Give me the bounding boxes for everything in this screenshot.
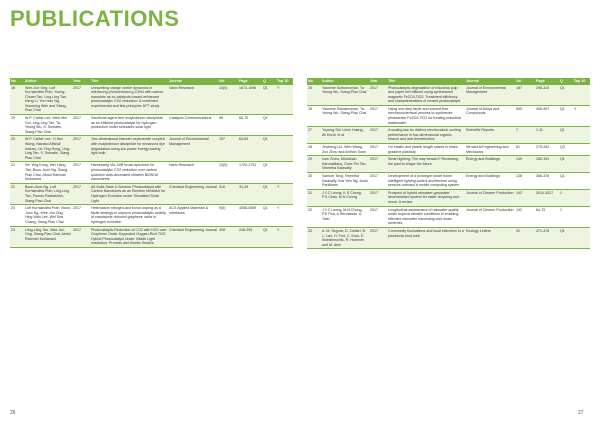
- cell-no: 33: [307, 227, 321, 248]
- cell-author: Ivan Chew, Dilukshan Karunatilaka, Chee Pin Tan, Vineetha Kalavally: [321, 156, 369, 173]
- table-row: [307, 144, 590, 156]
- cell-top10: [573, 227, 590, 248]
- page-number-left: 26: [10, 410, 16, 416]
- cell-page: 3014-3027: [535, 189, 559, 206]
- cell-vol: 9(5): [218, 205, 238, 226]
- cell-title: Longitudinal assessment of rainwater quality under tropical climatic conditions in enabling effective rainwater harvesting and reuse schemes: [387, 206, 465, 227]
- cell-vol: 149: [515, 156, 535, 173]
- cell-author: Samuel Tang, Vineetha Kalavally, Kok Yew Ng, Jussi Parkkinen: [321, 173, 369, 190]
- cell-journal: Journal of Cleaner Production: [465, 206, 515, 227]
- table-row: [307, 127, 590, 144]
- cell-page: 66-70: [238, 115, 262, 136]
- cell-vol: 308: [218, 226, 238, 247]
- cell-vol: 138: [515, 173, 535, 190]
- cell-no: 26: [307, 105, 321, 126]
- cell-journal: Nano Research: [168, 85, 218, 115]
- header-author: Author: [25, 79, 37, 83]
- cell-author: Wee-Jun Ong, Lutf Kurnianditia Putri, Yoong-Chuan Tan, Ling-Ling Tan, Neng Li, Yun Hau Ng, Xiaoming Wen and Siang-Piao Chai: [24, 85, 72, 115]
- cell-page: 1-11: [535, 127, 559, 144]
- header-author: Author: [322, 79, 334, 83]
- cell-no: 19: [10, 115, 24, 136]
- cell-journal: Scientific Reports: [465, 127, 515, 144]
- cell-top10: Y: [276, 205, 293, 226]
- cell-journal: Journal of Alloys and Compounds: [465, 105, 515, 126]
- cell-q: Q1: [559, 85, 573, 106]
- cell-author: Jincheng Liu, Wen Wang, Zuo Zhou and Anthon Soon: [321, 144, 369, 156]
- cell-title: Sacrificial-agent-free molybdenum disulphide as an efficient photocatalyst for hydrogen production under simulated solar light: [90, 115, 168, 136]
- cell-top10: [573, 206, 590, 227]
- table-row: [307, 206, 590, 227]
- cell-page: 4558-4569: [238, 205, 262, 226]
- table-row: [307, 227, 590, 248]
- cell-no: 18: [10, 85, 24, 115]
- publications-table-left: [10, 78, 293, 248]
- cell-year: 2017: [369, 127, 387, 144]
- cell-journal: Catalysis Communications: [168, 115, 218, 136]
- cell-q: Q1: [559, 156, 573, 173]
- cell-year: 2017: [369, 206, 387, 227]
- cell-no: 29: [307, 156, 321, 173]
- cell-author: W.P. Cathie Lee, Meei Mei Gui, Ling-Ling Tan, Ta-Yeong Wu, S. Sumathi, Siang-Piao Chai: [24, 115, 72, 136]
- cell-vol: 316: [218, 183, 238, 204]
- cell-no: 27: [307, 127, 321, 144]
- cell-top10: [573, 189, 590, 206]
- cell-year: 2017: [72, 162, 90, 183]
- header-q: Q: [560, 79, 563, 83]
- cell-top10: [276, 115, 293, 136]
- cell-author: Xin Ying Kong, Wei Liang Tan, Boon-Junn Ng, Siang-Piao Chai, Abdul Rahman Mohamed: [24, 162, 72, 183]
- cell-journal: Nano Research: [168, 162, 218, 183]
- cell-journal: Energy and Buildings: [465, 173, 515, 190]
- table-row: [307, 105, 590, 126]
- header-journal: Journal: [466, 79, 479, 83]
- table-row: [10, 183, 293, 204]
- table-row: [307, 173, 590, 190]
- cell-vol: 695: [515, 105, 535, 126]
- cell-year: 2017: [369, 227, 387, 248]
- cell-page: 41-49: [238, 183, 262, 204]
- cell-year: 2017: [72, 136, 90, 162]
- right-page: [307, 78, 590, 249]
- header-year: Year: [370, 79, 378, 83]
- cell-title: Smart lighting: The way forward? Reviewing the past to shape the future: [387, 156, 465, 173]
- header-q: Q: [263, 79, 266, 83]
- cell-author: A. M. Segura, D. Calliari, B. L. Lan, H. Fort, C. Kruk, E. Wohlbrecchts, R. Hammer and M. Arim: [321, 227, 369, 248]
- cell-vol: 142: [515, 189, 535, 206]
- cell-author: Lutf Kurnianditia Putri, Boon-Junn Ng, Wee-Jun Ong, Hing Wah Lee, Wei Sea Chang, Siang-Piao Chai: [24, 205, 72, 226]
- cell-year: 2017: [369, 173, 387, 190]
- cell-q: Q1: [262, 85, 276, 115]
- header-page: Page: [239, 79, 248, 83]
- cell-author: Yasmine Subramonian, Ta Yeong Wu, Siang-Piao Chai: [321, 85, 369, 106]
- header-year: Year: [73, 79, 81, 83]
- cell-q: Q1: [559, 173, 573, 190]
- cell-title: A scaling law for distinct electrocaloric cooling performance in low-dimensional organic, relaxor and anti-ferroelectrics: [387, 127, 465, 144]
- cell-title: All-Solid-State Z-Scheme Photocatalyst with Carbon Nanotubes as an Electron Mediator for Hydrogen Evolution under Simulated Solar Light: [90, 183, 168, 204]
- cell-page: 1720-1731: [238, 162, 262, 183]
- cell-page: 368-376: [535, 173, 559, 190]
- cell-journal: Journal of Environmental Management: [168, 136, 218, 162]
- cell-no: 31: [307, 189, 321, 206]
- cell-q: Q1: [262, 136, 276, 162]
- cell-page: 1673-1696: [238, 85, 262, 115]
- cell-q: Q1: [262, 162, 276, 183]
- cell-author: J.Y.C Leong, K.S Chong, P.S Chan, M.N Chong: [321, 189, 369, 206]
- page-number-right: 27: [578, 410, 584, 416]
- cell-author: Yasmine Subramonian, Ta Yeong Wu, Siang-Piao Chai: [321, 105, 369, 126]
- cell-title: Community fluctuations and local extinction in a planktonic food web: [387, 227, 465, 248]
- table-row: [307, 156, 590, 173]
- cell-year: 2017: [369, 144, 387, 156]
- cell-author: Yupeng Shi, Limin Huang, Ali Kordi, et al: [321, 127, 369, 144]
- cell-author: Lling-Lling Tan, Wee-Jun Ong, Siang-Piao Chai, Abdul Rahman Mohamed: [24, 226, 72, 247]
- cell-title: Heteroatom nitrogen-and boron-doping as a facile strategy to improve photocatalytic activity of standalone reduced graphene oxide in hydrogen evolution: [90, 205, 168, 226]
- cell-top10: Y: [276, 226, 293, 247]
- header-no: No: [308, 79, 313, 83]
- cell-vol: 98: [218, 115, 238, 136]
- cell-page: 64-75: [535, 206, 559, 227]
- header-page: Page: [536, 79, 545, 83]
- cell-no: 22: [10, 183, 24, 204]
- cell-title: Harnessing Vis–NIR broad spectrum for photocatalytic CO2 reduction over carbon quantum dots-decorated ultrathin Bi2WO6 nanosheets: [90, 162, 168, 183]
- header-top10: Top 10: [277, 79, 289, 83]
- cell-q: Q1: [559, 127, 573, 144]
- cell-vol: 10(5): [218, 162, 238, 183]
- cell-page: 180-191: [535, 156, 559, 173]
- cell-page: 298-310: [535, 85, 559, 106]
- cell-year: 2017: [72, 115, 90, 136]
- cell-no: 23: [10, 205, 24, 226]
- cell-author: Boon-Junn Ng, Lutf Kurnianditia Putri, Ling-Ling Tan, Poonlo Pasbakhsh, Siang-Piao Chai: [24, 183, 72, 204]
- cell-vol: 61: [515, 144, 535, 156]
- cell-vol: 142: [515, 206, 535, 227]
- cell-top10: [573, 127, 590, 144]
- table-row: [307, 85, 590, 106]
- cell-title: Using one-step facile and solvent-free mechanochemical process to synthesize photoactive Fe2O3-TiO2 for treating industrial wastewater: [387, 105, 465, 126]
- cell-vol: 197: [218, 136, 238, 162]
- cell-title: Unravelling charge carrier dynamics in interfacing photoreduced g-C3N4 with carbon nanodots as co-catalysts toward enhanced photocatalytic CO2 reduction: A combined experimental and first-principles DFT study: [90, 85, 168, 115]
- cell-journal: ACS Applied Materials & Interfaces: [168, 205, 218, 226]
- cell-top10: Y: [276, 85, 293, 115]
- cell-vol: 187: [515, 85, 535, 106]
- cell-no: 20: [10, 136, 24, 162]
- page-title: PUBLICATIONS: [10, 6, 180, 31]
- cell-vol: 7: [515, 127, 535, 144]
- header-no: No: [11, 79, 16, 83]
- cell-journal: Journal of Cleaner Production: [465, 189, 515, 206]
- cell-q: 1: [559, 189, 573, 206]
- header-title: Title: [91, 79, 99, 83]
- cell-page: 63-69: [238, 136, 262, 162]
- cell-top10: [573, 144, 590, 156]
- cell-q: Q3: [559, 144, 573, 156]
- cell-q: Q1: [559, 105, 573, 126]
- cell-title: Photocatalytic Reduction of CO2 with H2O over Graphene Oxide-Supported Oxygen-Rich TiO2 Hybrid Photocatalyst Under Visible Light Irradiation: Process and Kinetic Studies: [90, 226, 168, 247]
- cell-no: 21: [10, 162, 24, 183]
- header-title: Title: [388, 79, 396, 83]
- table-body-left: [10, 85, 293, 248]
- cell-q: Q1: [262, 183, 276, 204]
- left-page: [10, 78, 293, 248]
- cell-author: J.Y.C Leong, M.N Chong, P.E Poh, A Hermawan, A Talei: [321, 206, 369, 227]
- cell-no: 25: [307, 85, 321, 106]
- cell-title: Development of a prototype smart home intelligent lighting control architecture using sensors onboard a mobile computing system: [387, 173, 465, 190]
- cell-top10: [573, 156, 590, 173]
- cell-top10: [276, 162, 293, 183]
- header-top10: Top 10: [574, 79, 586, 83]
- cell-journal: Chemical Engineering Journal: [168, 183, 218, 204]
- cell-year: 2017: [72, 183, 90, 204]
- cell-journal: Structural Engineering and Mechanics: [465, 144, 515, 156]
- cell-journal: Journal of Environmental Management: [465, 85, 515, 106]
- cell-q: Q1: [262, 115, 276, 136]
- cell-year: 2017: [369, 189, 387, 206]
- table-row: [10, 162, 293, 183]
- cell-vol: 20: [515, 227, 535, 248]
- cell-title: Prospect of hybrid rainwater-greywater decentralised system for water recycling and reuse: A review: [387, 189, 465, 206]
- table-row: [10, 136, 293, 162]
- cell-journal: Chemical Engineering Journal: [168, 226, 218, 247]
- cell-top10: [573, 173, 590, 190]
- cell-year: 2017: [72, 226, 90, 247]
- cell-year: 2017: [72, 205, 90, 226]
- cell-top10: [573, 85, 590, 106]
- table-row: [10, 226, 293, 247]
- cell-top10: Y: [573, 105, 590, 126]
- table-row: [307, 189, 590, 206]
- publications-table-right: [307, 78, 590, 249]
- table-body-right: [307, 85, 590, 249]
- cell-year: 2017: [369, 105, 387, 126]
- cell-title: On elastic and plastic length scales in strain gradient plasticity: [387, 144, 465, 156]
- table-row: [10, 85, 293, 115]
- cell-page: 471-478: [535, 227, 559, 248]
- cell-no: 28: [307, 144, 321, 156]
- cell-page: 248-255: [238, 226, 262, 247]
- cell-title: Two-dimensional bismuth oxybromide coupled with molybdenum disulphide for enhanced dye degradation using low power energy-saving light bulb: [90, 136, 168, 162]
- table-row: [10, 205, 293, 226]
- cell-top10: [276, 136, 293, 162]
- cell-journal: Ecology Letters: [465, 227, 515, 248]
- cell-year: 2017: [369, 85, 387, 106]
- cell-q: Q1: [262, 226, 276, 247]
- cell-page: 275-282: [535, 144, 559, 156]
- cell-q: Q1: [559, 227, 573, 248]
- cell-top10: Y: [276, 183, 293, 204]
- cell-author: W.P. Cathie Lee, Yi-Hun Wong, Nazatul Affandi Isrizaq, Lin-Ying Hong, Ling-Ling Tan, S. Sumathi, Siang-Piao Chai: [24, 136, 72, 162]
- cell-no: 32: [307, 206, 321, 227]
- cell-q: Q1: [262, 205, 276, 226]
- cell-no: 30: [307, 173, 321, 190]
- cell-q: 1: [559, 206, 573, 227]
- cell-year: 2017: [72, 85, 90, 115]
- cell-year: 2017: [369, 156, 387, 173]
- header-vol: Vol: [516, 79, 522, 83]
- header-journal: Journal: [169, 79, 182, 83]
- cell-no: 24: [10, 226, 24, 247]
- cell-vol: 10(5): [218, 85, 238, 115]
- cell-title: Photocatalytic degradation of industrial pulp and paper mill effluent using synthesized magnetic Fe2O3-TiO2: Treatment efficiency and characterizations of reused photocatalyst: [387, 85, 465, 106]
- header-vol: Vol: [219, 79, 225, 83]
- table-row: [10, 115, 293, 136]
- cell-journal: Energy and Buildings: [465, 156, 515, 173]
- cell-page: 496-507: [535, 105, 559, 126]
